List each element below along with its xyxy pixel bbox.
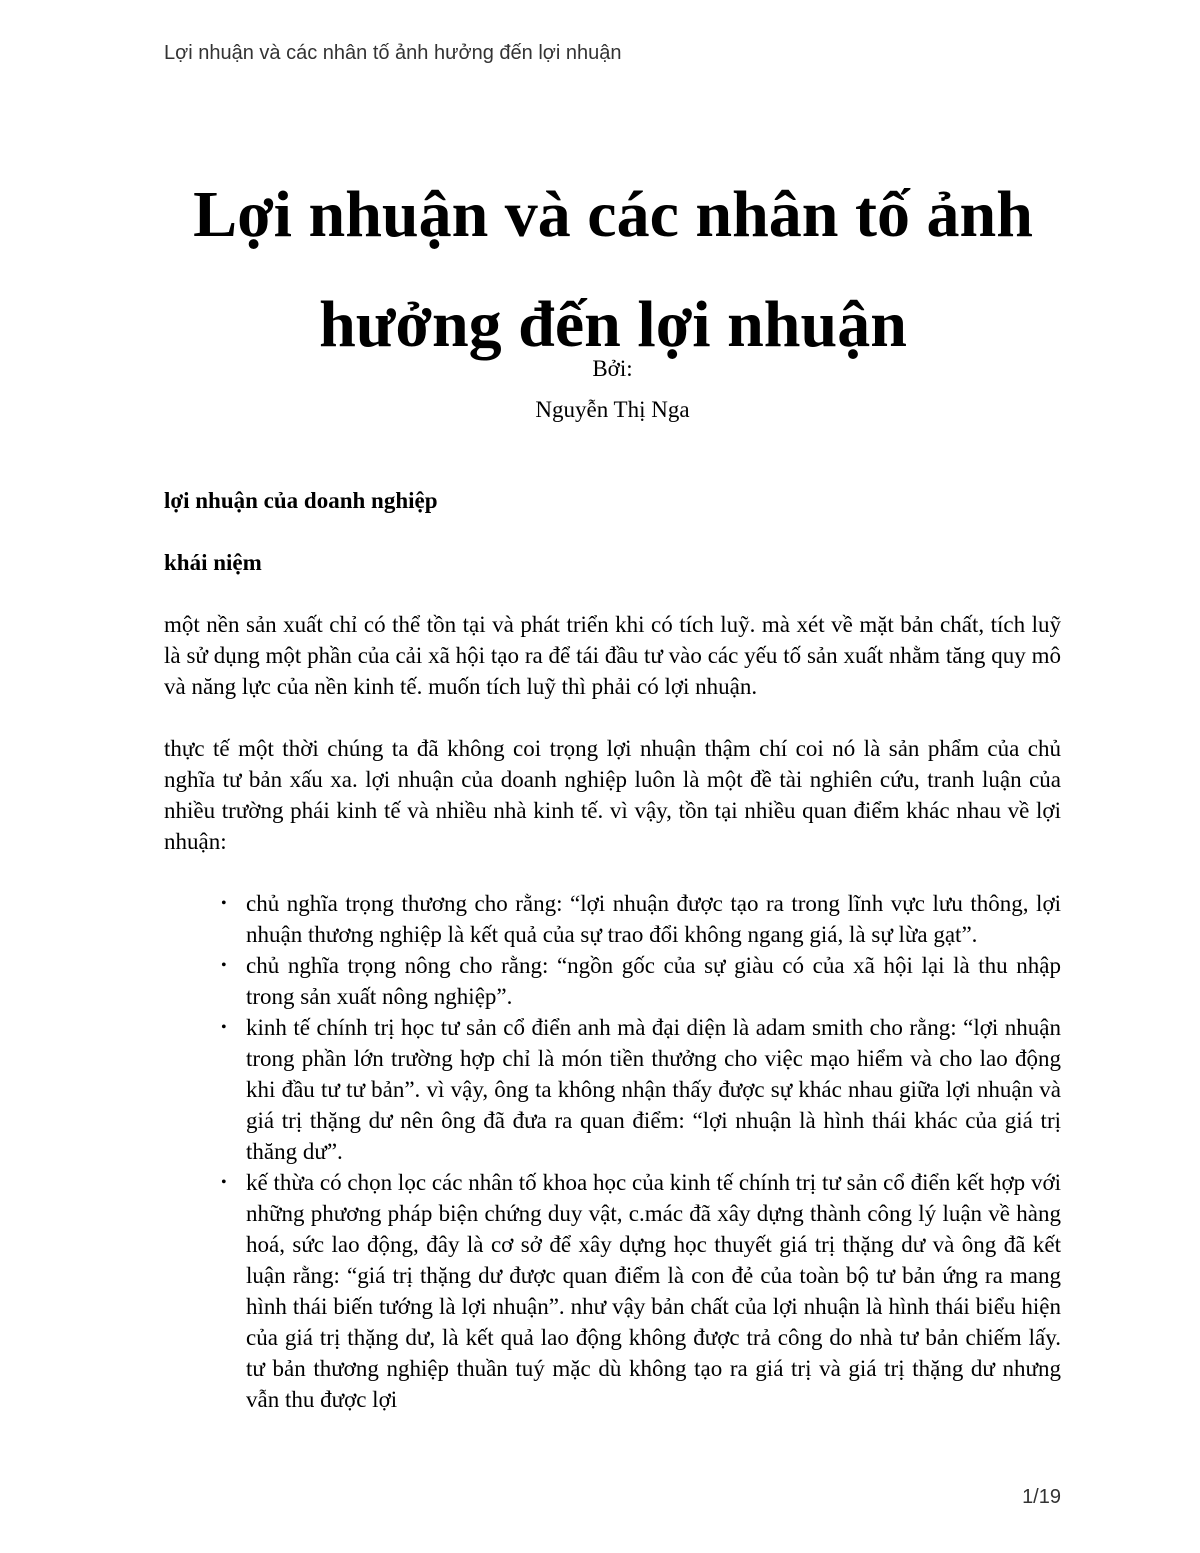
byline-label: Bởi: [592, 356, 633, 381]
viewpoints-list [164, 888, 1061, 1415]
bullet-icon: • [221, 895, 227, 912]
author-name: Nguyễn Thị Nga [535, 397, 690, 422]
bullet-icon: • [221, 1019, 227, 1036]
list-item [221, 1012, 1061, 1167]
list-item-text: chủ nghĩa trọng thương cho rằng: “lợi nhuận được tạo ra trong lĩnh vực lưu thông, lợi nhuận thương nghiệp là kết quả của sự trao đổi không ngang giá, là sự lừa gạt”. [246, 891, 1061, 947]
list-item-text: kinh tế chính trị học tư sản cổ điển anh mà đại diện là adam smith cho rằng: “lợi nhuận trong phần lớn trường hợp chỉ là món tiền thưởng cho việc mạo hiểm và cho lao động khi đầu tư tư bản”. vì vậy, ông ta không nhận thấy được sự khác nhau giữa lợi nhuận và giá trị thặng dư nên ông đã đưa ra quan điểm: “lợi nhuận là hình thái khác của giá trị thăng dư”. [246, 1015, 1061, 1164]
running-header: Lợi nhuận và các nhân tố ảnh hưởng đến lợi nhuận [164, 42, 622, 64]
subsection-heading: khái niệm [164, 550, 262, 575]
body-text [164, 609, 1061, 1415]
list-item-text: chủ nghĩa trọng nông cho rằng: “ngồn gốc của sự giàu có của xã hội lại là thu nhập trong sản xuất nông nghiệp”. [246, 953, 1061, 1009]
bullet-icon: • [221, 1174, 227, 1191]
document-title: Lợi nhuận và các nhân tố ảnh hưởng đến lợi nhuận [193, 178, 1033, 361]
page-number: 1/19 [1022, 1486, 1061, 1508]
list-item [221, 888, 1061, 950]
list-item [221, 1167, 1061, 1415]
list-item-text: kế thừa có chọn lọc các nhân tố khoa học của kinh tế chính trị tư sản cổ điển kết hợp với những phương pháp biện chứng duy vật, c.mác đã xây dựng thành công lý luận về hàng hoá, sức lao động, đây là cơ sở để xây dựng học thuyết giá trị thặng dư và ông đã kết luận rằng: “giá trị thặng dư được quan điểm là con đẻ của toàn bộ tư bản ứng ra mang hình thái biến tướng là lợi nhuận”. như vậy bản chất của lợi nhuận là hình thái biểu hiện của giá trị thặng dư, là kết quả lao động không được trả công do nhà tư bản chiếm lấy. tư bản thương nghiệp thuần tuý mặc dù không tạo ra giá trị và giá trị thặng dư nhưng vẫn thu được lợi [246, 1170, 1061, 1412]
list-item [221, 950, 1061, 1012]
section-heading: lợi nhuận của doanh nghiệp [164, 488, 438, 513]
paragraph-1: một nền sản xuất chỉ có thể tồn tại và phát triển khi có tích luỹ. mà xét về mặt bản chất, tích luỹ là sử dụng một phần của cải xã hội tạo ra để tái đầu tư vào các yếu tố sản xuất nhằm tăng quy mô và năng lực của nền kinh tế. muốn tích luỹ thì phải có lợi nhuận. [164, 612, 1061, 699]
bullet-icon: • [221, 957, 227, 974]
paragraph-2: thực tế một thời chúng ta đã không coi trọng lợi nhuận thậm chí coi nó là sản phẩm của chủ nghĩa tư bản xấu xa. lợi nhuận của doanh nghiệp luôn là một đề tài nghiên cứu, tranh luận của nhiều trường phái kinh tế và nhiều nhà kinh tế. vì vậy, tồn tại nhiều quan điểm khác nhau về lợi nhuận: [164, 736, 1061, 854]
